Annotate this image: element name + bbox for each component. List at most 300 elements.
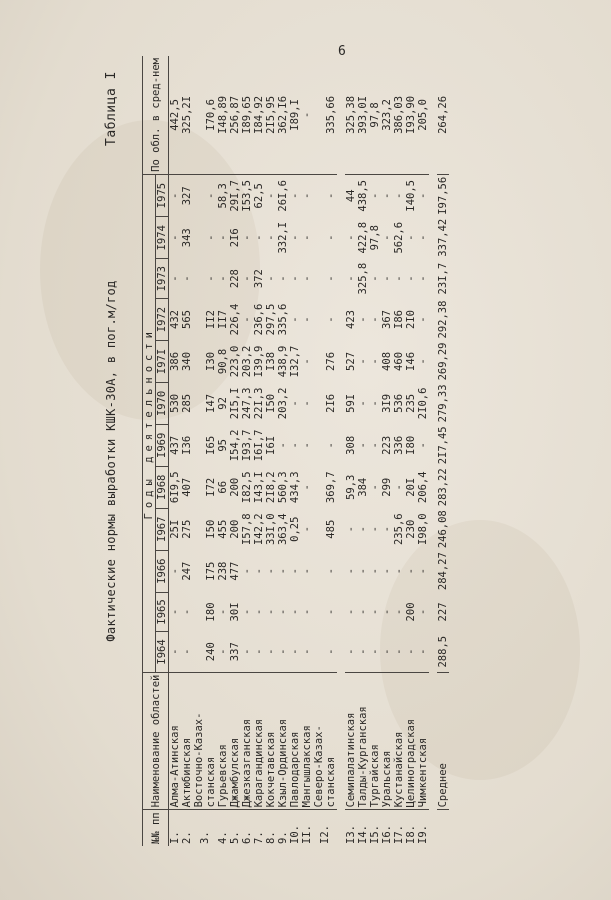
year-value: I50 — [265, 393, 277, 413]
year-value: - — [357, 608, 369, 616]
table-row — [265, 56, 277, 846]
region-name-line: Карагандинская — [253, 718, 265, 808]
row-number: I3. — [345, 825, 357, 844]
region-name-line: Джезказганская — [241, 718, 253, 808]
average-value: 264,26 — [437, 56, 449, 174]
year-value: 92 — [217, 397, 229, 410]
table-row — [381, 56, 393, 846]
region-name — [289, 672, 301, 810]
average-value: 386,03 — [393, 56, 405, 174]
region-name-line: станская — [325, 756, 337, 808]
year-value: - — [417, 567, 429, 575]
year-value: 335,6 — [277, 303, 289, 336]
region-name-line: Талды-Курганская — [357, 706, 369, 808]
year-value: 23I,7 — [437, 262, 449, 295]
column-header-year: I970 — [156, 382, 169, 424]
year-value: 20I — [405, 477, 417, 497]
year-value: - — [289, 400, 301, 407]
year-value: 247 — [181, 561, 193, 581]
table-row — [437, 56, 449, 846]
year-value: 269,29 — [437, 342, 449, 381]
year-value: - — [301, 442, 313, 449]
year-value: - — [325, 192, 337, 199]
year-value: I80 — [405, 435, 417, 455]
average-value: I89,I — [289, 56, 301, 174]
column-group-years-label: Годы деятельности — [143, 327, 155, 520]
column-header-name — [143, 672, 169, 810]
region-name-line: Джамбулская — [229, 737, 241, 808]
year-value: 477 — [229, 561, 241, 581]
year-value: - — [265, 192, 277, 199]
year-value: - — [265, 234, 277, 241]
region-name-line: Кустанайская — [393, 731, 405, 808]
average-value: 2I5,95 — [265, 56, 277, 174]
year-value: - — [405, 567, 417, 575]
year-value: - — [345, 608, 357, 616]
average-value: I89,65 — [241, 56, 253, 174]
region-name — [217, 672, 229, 810]
region-name-line: Чимкентская — [417, 737, 429, 808]
region-name — [193, 672, 217, 810]
year-value: I82,5 — [241, 471, 253, 504]
year-value: 200 — [229, 477, 241, 497]
year-value: - — [357, 316, 369, 323]
year-value: - — [325, 316, 337, 323]
year-value: 2I6 — [229, 228, 241, 248]
region-name-line: Уральская — [381, 750, 393, 808]
year-value: - — [169, 234, 181, 241]
year-value: - — [325, 442, 337, 449]
region-name-line: Кзыл-Ординская — [277, 718, 289, 808]
region-name — [369, 672, 381, 810]
row-number: I8. — [405, 825, 417, 844]
year-value: I40,5 — [405, 180, 417, 212]
year-value: - — [181, 632, 193, 672]
average-value: I70,6 — [193, 56, 217, 174]
year-value: - — [345, 526, 357, 533]
year-value: - — [417, 358, 429, 365]
year-value: - — [205, 192, 217, 199]
year-value: - — [217, 632, 229, 672]
year-value: - — [217, 275, 229, 282]
region-name — [241, 672, 253, 810]
year-value: - — [241, 567, 253, 575]
year-value: - — [417, 632, 429, 672]
year-value: - — [301, 567, 313, 575]
table-row — [229, 56, 241, 846]
region-name-line: Среднее — [437, 763, 449, 808]
year-value: - — [265, 608, 277, 616]
year-value: 59,3 — [345, 474, 357, 500]
year-value: - — [325, 234, 337, 241]
year-value: 2I6 — [325, 393, 337, 413]
year-value: - — [253, 567, 265, 575]
year-value: 565 — [181, 310, 193, 329]
year-value: - — [205, 275, 217, 282]
year-value: - — [301, 316, 313, 323]
year-value: - — [325, 567, 337, 575]
year-value: - — [369, 526, 381, 533]
region-name — [417, 672, 429, 810]
year-value: - — [369, 632, 381, 672]
year-value: I46 — [405, 351, 417, 371]
year-value: - — [381, 275, 393, 282]
year-value: - — [301, 234, 313, 241]
region-name-line: Гурьевская — [217, 744, 229, 808]
year-value: I6I — [265, 435, 277, 455]
column-header-year: I964 — [156, 632, 169, 672]
year-value: I97,56 — [437, 176, 449, 215]
table-row — [253, 56, 265, 846]
year-value: I32,7 — [289, 345, 301, 378]
row-number: I5. — [369, 825, 381, 844]
year-value: - — [313, 632, 337, 672]
region-name-line: Алма-Атинская — [169, 725, 181, 808]
year-value: 226,4 — [229, 303, 241, 336]
year-value: 327 — [181, 186, 193, 206]
average-value: I93,90 — [405, 56, 417, 174]
year-value: 230 — [405, 519, 417, 539]
year-value: - — [277, 608, 289, 616]
column-header-average — [143, 56, 169, 174]
year-value: - — [369, 316, 381, 323]
year-value: 26I,6 — [277, 180, 289, 212]
year-value: 369,7 — [325, 471, 337, 504]
year-value: 285 — [181, 393, 193, 413]
year-value: 2I8,2 — [265, 471, 277, 504]
year-value: - — [205, 234, 217, 241]
year-value: - — [289, 316, 301, 323]
column-header-year: I967 — [156, 508, 169, 550]
average-value: 97,8 — [369, 56, 381, 174]
year-value: 275 — [181, 519, 193, 539]
column-group-years — [143, 174, 156, 672]
year-value: - — [301, 632, 313, 672]
year-value: 33I,0 — [265, 513, 277, 546]
row-number: 8. — [265, 831, 277, 844]
page-number: 6 — [338, 44, 346, 59]
region-name — [345, 672, 357, 810]
year-value: - — [345, 567, 357, 575]
column-header-year: I973 — [156, 259, 169, 299]
region-name — [313, 672, 337, 810]
year-value: - — [345, 275, 357, 282]
year-value: I93,7 — [241, 429, 253, 462]
year-value: - — [357, 526, 369, 533]
year-value: 203,2 — [277, 387, 289, 420]
average-value: I84,92 — [253, 56, 265, 174]
year-value: II7 — [217, 310, 229, 329]
table-row — [301, 56, 313, 846]
year-value: - — [301, 526, 313, 533]
column-header-average-label: По обл. в сред-нем — [149, 58, 162, 172]
table-row — [241, 56, 253, 846]
year-value: 283,22 — [437, 468, 449, 507]
year-value: 2I0,6 — [417, 387, 429, 420]
average-value: 393,0I — [357, 56, 369, 174]
row-number: I. — [169, 831, 181, 844]
table-row — [289, 56, 301, 846]
year-value: - — [277, 275, 289, 282]
row-number: I9. — [417, 825, 429, 844]
year-value: - — [265, 275, 277, 282]
year-value: - — [357, 567, 369, 575]
table-row — [313, 56, 337, 846]
year-value: 44 — [345, 189, 357, 203]
year-value: - — [393, 192, 405, 199]
column-header-name-label: Наименование областей — [149, 674, 162, 808]
region-name-line: Актюбинская — [181, 737, 193, 808]
year-value: 336 — [393, 435, 405, 455]
year-value: 297,5 — [265, 303, 277, 336]
table-row — [277, 56, 289, 846]
year-value: - — [417, 442, 429, 449]
row-number: I2. — [319, 825, 331, 844]
year-value: 0,25 — [289, 516, 301, 542]
year-value: I30 — [205, 351, 217, 371]
region-name — [169, 672, 182, 810]
year-value: 284,27 — [437, 552, 449, 591]
year-value: - — [357, 442, 369, 449]
year-value: - — [277, 442, 289, 449]
table-row — [393, 56, 405, 846]
year-value: 308 — [345, 435, 357, 455]
row-number: 6. — [241, 831, 253, 844]
year-value: 560,3 — [277, 471, 289, 504]
year-value: - — [289, 234, 301, 241]
year-value: 29I,7 — [229, 180, 241, 212]
year-value: - — [325, 275, 337, 282]
year-value: 438,5 — [357, 180, 369, 212]
column-header-year: I966 — [156, 550, 169, 592]
average-value: 325,38 — [345, 56, 357, 174]
year-value: - — [277, 567, 289, 575]
average-value: 205,0 — [417, 56, 429, 174]
row-number: 4. — [217, 831, 229, 844]
year-value: - — [241, 275, 253, 282]
year-value: 95 — [217, 439, 229, 452]
year-value: - — [381, 608, 393, 616]
year-value: - — [417, 608, 429, 616]
region-name — [253, 672, 265, 810]
year-value: 2I7,45 — [437, 426, 449, 465]
region-name-line: Целиноградская — [405, 718, 417, 808]
year-value: 363,4 — [277, 513, 289, 546]
year-value: I86 — [393, 310, 405, 329]
column-header-num — [143, 810, 169, 846]
year-value: 460 — [393, 351, 405, 371]
year-value: I47 — [205, 393, 217, 413]
year-value: 200 — [405, 602, 417, 622]
region-name-line: Семипалатинская — [345, 712, 357, 808]
year-value: - — [217, 608, 229, 616]
row-number: 3. — [199, 831, 211, 844]
region-name-line: Северо-Казах- — [313, 725, 325, 808]
region-name — [393, 672, 405, 810]
year-value: I43,I — [253, 471, 265, 504]
year-value: - — [169, 632, 182, 672]
year-value: I50 — [205, 519, 217, 539]
year-value: 62,5 — [253, 183, 265, 209]
year-value: I54,2 — [229, 429, 241, 462]
year-value: I98,0 — [417, 513, 429, 546]
year-value: 332,I — [277, 221, 289, 254]
year-value: I42,2 — [253, 513, 265, 546]
region-name-line: станская — [205, 756, 217, 808]
year-value: I53,5 — [241, 180, 253, 212]
year-value: 235 — [405, 393, 417, 413]
year-value: - — [301, 358, 313, 365]
year-value: - — [393, 608, 405, 616]
year-value: 236,6 — [253, 303, 265, 336]
year-value: - — [169, 567, 181, 575]
year-value: 527 — [345, 351, 357, 371]
year-value: - — [241, 234, 253, 241]
year-value: 407 — [181, 477, 193, 497]
year-value: - — [253, 632, 265, 672]
production-norms-table — [142, 56, 449, 846]
row-number: I0. — [289, 825, 301, 844]
row-number: 7. — [253, 831, 265, 844]
year-value: 343 — [181, 228, 193, 248]
average-value: 335,66 — [313, 56, 337, 174]
region-name — [437, 672, 449, 810]
table-row — [345, 56, 357, 846]
year-value: - — [289, 632, 301, 672]
region-name — [381, 672, 393, 810]
year-value: - — [169, 192, 181, 199]
year-value: 247,3 — [241, 387, 253, 420]
year-value: - — [405, 632, 417, 672]
year-value: 434,3 — [289, 471, 301, 504]
year-value: - — [265, 567, 277, 575]
year-value: 408 — [381, 351, 393, 371]
year-value: 2I0 — [405, 310, 417, 329]
table-caption: Фактические нормы выработки КШК-30А, в пог.м/год — [104, 280, 118, 642]
year-value: I36 — [181, 435, 193, 455]
row-number: I4. — [357, 825, 369, 844]
region-name — [357, 672, 369, 810]
year-value: - — [393, 632, 405, 672]
year-value: - — [301, 275, 313, 282]
year-value: 437 — [169, 435, 181, 455]
table-row — [181, 56, 193, 846]
year-value: 97,8 — [369, 225, 381, 251]
column-header-num-label: №№ пп — [149, 812, 162, 844]
year-value: - — [217, 234, 229, 241]
region-name-line: Тургайская — [369, 744, 381, 808]
year-value: 200 — [229, 519, 241, 539]
year-value: 279,33 — [437, 384, 449, 423]
year-value: 337 — [229, 632, 241, 672]
year-value: - — [345, 632, 357, 672]
year-value: - — [241, 608, 253, 616]
year-value: 22I,3 — [253, 387, 265, 420]
year-value: - — [369, 442, 381, 449]
row-number — [437, 810, 449, 846]
year-value: 530 — [169, 393, 181, 413]
year-value: I57,8 — [241, 513, 253, 546]
table-row — [405, 56, 417, 846]
year-value: - — [345, 234, 357, 241]
row-number: I7. — [393, 825, 405, 844]
year-value: - — [181, 275, 193, 282]
row-number: 2. — [181, 831, 193, 844]
year-value: 90,8 — [217, 348, 229, 375]
year-value: II2 — [205, 310, 217, 329]
year-value: - — [357, 632, 369, 672]
year-value: - — [369, 358, 381, 365]
year-value: - — [393, 567, 405, 575]
year-value: I65 — [205, 435, 217, 455]
year-value: - — [369, 567, 381, 575]
year-value: 228 — [229, 269, 241, 289]
column-header-year: I974 — [156, 217, 169, 259]
column-header-year: I975 — [156, 174, 169, 216]
year-value: 235,6 — [393, 513, 405, 546]
year-value: 340 — [181, 351, 193, 371]
year-value: - — [289, 567, 301, 575]
year-value: 2I5,I — [229, 387, 241, 420]
table-row — [217, 56, 229, 846]
average-value: 256,87 — [229, 56, 241, 174]
region-name-line: Восточно-Казах- — [193, 712, 205, 808]
year-value: 25I — [169, 519, 181, 539]
year-value: - — [265, 632, 277, 672]
year-value: - — [289, 192, 301, 199]
region-name — [405, 672, 417, 810]
year-value: - — [277, 632, 289, 672]
average-value: 325,2I — [181, 56, 193, 174]
column-header-year: I972 — [156, 299, 169, 341]
year-value: - — [393, 275, 405, 282]
year-value: 58,3 — [217, 183, 229, 209]
year-value: 337,42 — [437, 218, 449, 257]
year-value: - — [381, 567, 393, 575]
year-value: - — [241, 316, 253, 323]
year-value: - — [405, 234, 417, 241]
row-number: 9. — [277, 831, 289, 844]
average-value: 362,I6 — [277, 56, 289, 174]
table-row — [193, 56, 217, 846]
region-name — [277, 672, 289, 810]
year-value: 432 — [169, 310, 181, 329]
year-value: 240 — [193, 632, 217, 672]
year-value: 223,0 — [229, 345, 241, 378]
year-value: - — [169, 608, 181, 616]
year-value: 325,8 — [357, 262, 369, 295]
row-spacer — [337, 56, 345, 846]
average-value: I48,89 — [217, 56, 229, 174]
year-value: 227 — [437, 602, 449, 622]
average-value: 323,2 — [381, 56, 393, 174]
year-value: 66 — [217, 480, 229, 494]
year-value: 536 — [393, 393, 405, 413]
table-row — [417, 56, 429, 846]
table-row — [357, 56, 369, 846]
year-value: - — [357, 400, 369, 407]
year-value: - — [325, 608, 337, 616]
year-value: - — [381, 526, 393, 533]
year-value: - — [301, 192, 313, 199]
year-value: 423 — [345, 310, 357, 329]
year-value: - — [369, 608, 381, 616]
year-value: I6I,7 — [253, 429, 265, 462]
year-value: - — [289, 442, 301, 449]
year-value: 562,6 — [393, 221, 405, 254]
region-name — [181, 672, 193, 810]
year-value: - — [169, 275, 181, 282]
